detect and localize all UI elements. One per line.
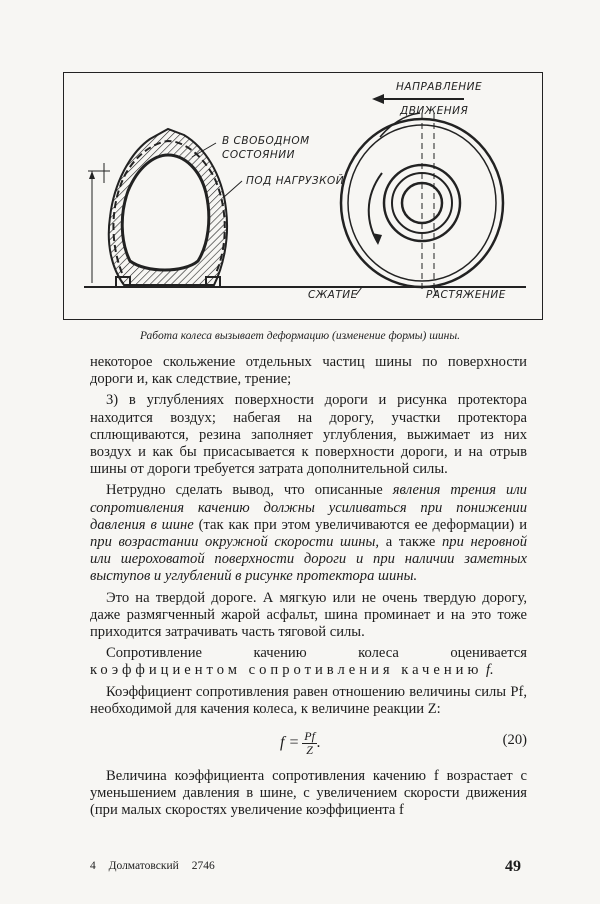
formula-number: (20) (502, 732, 527, 749)
paragraph-1: некоторое скольжение отдельных частиц шины по поверхности дороги и, как следствие, трение; (90, 354, 527, 388)
formula-20: f = $\frac{Pf}{Z}$ . (20) (280, 729, 527, 758)
figure-caption: Работа колеса вызывает деформацию (изменение формы) шины. (139, 330, 461, 342)
page-footer (90, 858, 527, 878)
paragraph-2: 3) в углублениях поверхности дороги и рисунка протектора находится воздух; набегая на дорогу, участки протектора сплющиваются, резина заполняет углубления, выжимает из них воздух и как бы присасывается к поверхности дороги, и на отрыв шины от дороги требуется затрата дополнительной силы. (90, 392, 527, 478)
author-name: Долматовский (108, 860, 179, 872)
rolling-wheel (341, 113, 503, 287)
page-number: 49 (505, 858, 521, 875)
body-text (90, 354, 527, 824)
label-under-load: ПОД НАГРУЗКОЙ (246, 175, 345, 187)
label-direction-line2: ДВИЖЕНИЯ (400, 105, 469, 117)
paragraph-5: Сопротивление качению колеса оценивается коэффициентом сопротивления качению f. (90, 645, 527, 679)
formula-lhs: f = (280, 734, 300, 752)
printer-signature (90, 860, 225, 872)
formula-denominator: Z (306, 743, 313, 758)
paragraph-3: Нетрудно сделать вывод, что описанные явления трения или сопротивления качению должны усиливаться при понижении давления в шине (так как при этом увеличиваются ее деформации) и при возрастании окружной скорости шины, а также при неровной или шероховатой поверхности дороги и при наличии заметных выступов и углублений в рисунке протектора шины. (90, 482, 528, 585)
paragraph-7: Величина коэффициента сопротивления качению f возрастает с уменьшением давления в шине, с увеличением скорости движения (при малых скоростях увеличение коэффициента f (90, 768, 527, 819)
order-number: 2746 (191, 860, 215, 872)
label-free-state-line2: СОСТОЯНИИ (222, 149, 296, 161)
label-direction-line1: НАПРАВЛЕНИЕ (396, 81, 483, 93)
label-free-state-line1: В СВОБОДНОМ (222, 135, 310, 147)
formula-numerator: Pf (304, 729, 315, 744)
paragraph-4: Это на твердой дороге. А мягкую или не очень твердую дорогу, даже размягченный жарой асфальт, шина проминает и на это тоже приходится затрачивать часть тяговой силы. (90, 589, 527, 641)
tire-diagram (64, 73, 544, 321)
label-tension: РАСТЯЖЕНИЕ (426, 289, 506, 301)
tire-deformation-figure (63, 72, 543, 320)
paragraph-6: Коэффициент сопротивления равен отношению величины силы Pf, необходимой для качения колеса, к величине реакции Z: (90, 683, 527, 717)
label-compression: СЖАТИЕ (308, 289, 358, 301)
sheet-number: 4 (90, 860, 96, 872)
